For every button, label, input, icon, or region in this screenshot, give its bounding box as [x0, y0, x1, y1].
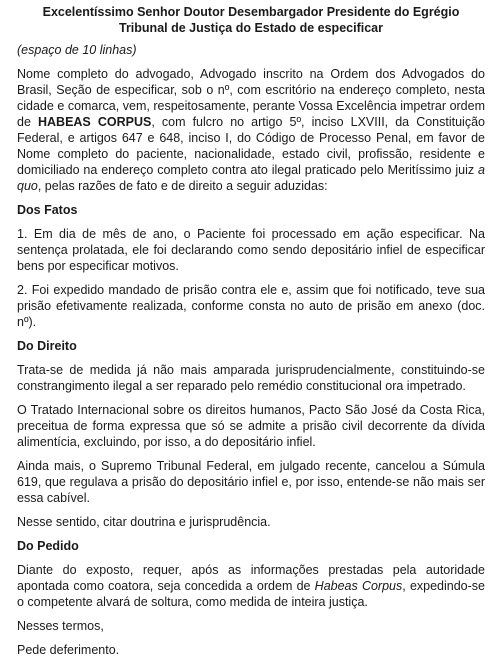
habeas-corpus-bold: HABEAS CORPUS: [37, 115, 152, 129]
direito-paragraph-2: O Tratado Internacional sobre os direitos humanos, Pacto São José da Costa Rica, preceitua de forma expressa que só se admite a prisão civil decorrente da dívida alimentícia, excluindo, por isso, a do depositário infiel.: [17, 403, 485, 449]
document-title: Excelentíssimo Senhor Doutor Desembargador Presidente do Egrégio Tribunal de Justiça do Estado de especificar: [42, 5, 460, 35]
a-quo-italic: a quo: [17, 163, 485, 193]
habeas-corpus-italic: Habeas Corpus: [314, 579, 403, 593]
heading-direito: Do Direito: [17, 339, 77, 353]
closing-line-1: Nesses termos,: [17, 619, 104, 633]
intro-text-2: , com fulcro no artigo 5º, inciso LXVIII, da Constituição Federal, e artigos 647 e 648, inciso I, do Código de Processo Penal, em favor de Nome completo do paciente, nacionalidade, estado civil, profissão, residente e domiciliado na endereço completo contra ato ilegal praticado pelo Meritíssimo juiz: [17, 115, 485, 177]
pedido-text-1: Diante do exposto, requer, após as informações prestadas pela autoridade apontada como coatora, seja concedida a ordem de: [17, 563, 485, 593]
fatos-paragraph-1: 1. Em dia de mês de ano, o Paciente foi processado em ação especificar. Na sentença prolatada, ele foi declarando como sendo depositário infiel de especificar bens por especificar motivos.: [17, 227, 485, 273]
intro-text-1: Nome completo do advogado, Advogado inscrito na Ordem dos Advogados do Brasil, Seção de especificar, sob o nº, com escritório na endereço completo, nesta cidade e comarca, vem, respeitosamente, perante Vossa Excelência impetrar ordem de: [17, 67, 485, 129]
direito-paragraph-4: Nesse sentido, citar doutrina e jurisprudência.: [17, 515, 271, 529]
direito-paragraph-3: Ainda mais, o Supremo Tribunal Federal, em julgado recente, cancelou a Súmula 619, que regulava a prisão do depositário infiel e, por isso, entende-se não mais ser essa cabível.: [17, 459, 485, 505]
fatos-paragraph-2: 2. Foi expedido mandado de prisão contra ele e, assim que foi notificado, teve sua prisão efetivamente realizada, conforme consta no auto de prisão em anexo (doc. nº).: [17, 283, 485, 329]
intro-paragraph: [17, 66, 485, 194]
heading-fatos: Dos Fatos: [17, 203, 78, 217]
space-note: (espaço de 10 linhas): [17, 43, 137, 57]
direito-paragraph-1: Trata-se de medida já não mais amparada jurisprudencialmente, constituindo-se constrangimento ilegal a ser reparado pelo remédio constitucional ora impetrado.: [17, 363, 485, 393]
heading-pedido: Do Pedido: [17, 539, 79, 553]
pedido-paragraph-1: [17, 562, 485, 610]
pedido-text-2: , expedindo-se o competente alvará de soltura, como medida de inteira justiça.: [17, 579, 485, 609]
intro-text-3: , pelas razões de fato e de direito a seguir aduzidas:: [37, 179, 328, 193]
closing-line-2: Pede deferimento.: [17, 643, 120, 657]
